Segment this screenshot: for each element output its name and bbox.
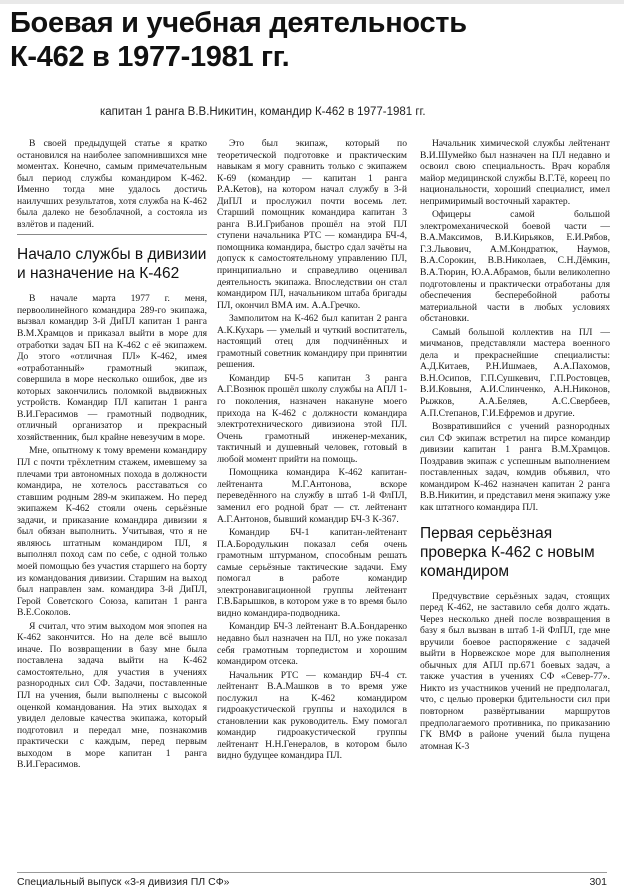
paragraph: Это был экипаж, который по теоретической подготовке и практическим навыкам я могу сравнить только с экипажем К-69 (командир — капитан 1 ранга Р.А.Кетов), на котором начал службу в 3-й ДиПЛ и прослужил почти восемь лет. Старший помощник командира капитан 3 ранга В.И.Грибанов прошёл на этой ПЛ ступени начальника РТС — командира БЧ-4, помощника командира, быстро сдал зачёты на допуск к самостоятельному управлению ПЛ, принципиально и справедливо оценивал деятельность экипажа. Впоследствии он стал командиром ПЛ, начальником штаба бригады ПЛ, окончил ВМА им. А.А.Гречко. <box>217 138 407 311</box>
paragraph: Замполитом на К-462 был капитан 2 ранга А.К.Кухарь — умелый и чуткий воспитатель, настоящий отец для подчинённых и грамотный советник командиру при принятии решения. <box>217 313 407 371</box>
column-1 <box>17 138 207 873</box>
paragraph: Начальник РТС — командир БЧ-4 ст. лейтенант В.А.Машков в то время уже послужил на К-462 командиром гидроакустической группы и находился в становлении как руководитель. Ему помогал командир гидроакустической группы лейтенант Н.Н.Генералов, в котором было видно будущее командира ПЛ. <box>217 669 407 762</box>
column-3 <box>420 138 610 873</box>
paragraph: Помощника командира К-462 капитан-лейтенанта М.Г.Антонова, вскоре переведённого на службу в штаб 1-й ФлПЛ, заменил его родной брат — ст. лейтенант А.Г.Антонов, бывший командир БЧ-3 К-367. <box>217 467 407 525</box>
paragraph: Самый большой коллектив на ПЛ — мичманов, представляли мастера военного дела и прекраснейшие специалисты: А.Д.Китаев, Р.Н.Ишмаев, А.А.Пахомов, В.Н.Осипов, Г.П.Сушкевич, Г.П.Ростовцев, В.И.Ковыня, А.И.Слинченко, А.Н.Никонов, Рыжков, А.А.Беляев, А.С.Свербеев, А.П.Степанов, Г.И.Ефремов и другие. <box>420 326 610 419</box>
section-heading: Начало службы в дивизии и назначение на К-462 <box>17 246 207 283</box>
paragraph: Я считал, что этим выходом моя эпопея на К-462 закончится. Но на деле всё вышло иначе. По возвращении в базу мне была поставлена задача выйти на К-462 самостоятельно, для участия в учениях разнородных сил СФ. Задачи, поставленные ПЛ на учения, были выполнены с высокой оценкой командования. На этих выходах я увидел деловые качества экипажа, который подготовил и передал мне, познакомив практически с каждым, перед первым выходом в море капитан 1 ранга В.И.Герасимов. <box>17 620 207 771</box>
section-heading: Первая серьёзная проверка К-462 с новым командиром <box>420 524 595 580</box>
intro-block <box>17 138 207 230</box>
paragraph: Возвратившийся с учений разнородных сил СФ экипаж встретил на пирсе командир дивизии капитан 1 ранга В.М.Храмцов. Поздравив экипаж с успешным выполнением поставленных задач, комдив объявил, что командиром К-462 назначен капитан 2 ранга В.В.Никитин, и представил меня экипажу уже как штатного командира ПЛ. <box>420 421 610 513</box>
paragraph: Командир БЧ-3 лейтенант В.А.Бондаренко недавно был назначен на ПЛ, но уже показал себя грамотным торпедистом и хорошим командиром отсека. <box>217 621 407 668</box>
paragraph: В своей предыдущей статье я кратко остановился на наиболее запомнившихся мне моментах. Конечно, самым примечательным был период службы командиром К-462. Именно тогда мне удалось достичь наилучших результатов, хотя служба на К-462 была далеко не безоблачной, а состояла из взлётов и падений. <box>17 138 207 230</box>
paragraph: В начале марта 1977 г. меня, первоолинейного командира 289-го экипажа, вызвал командир 3-й ДиПЛ капитан 1 ранга В.М.Храмцов и приказал выйти в море для отработки задач БП на К-462 с её экипажем. До этого «отличная ПЛ» К-462, имея «отработанный» грамотный экипаж, совершила в море несколько ошибок, две из которых закончились поломкой выдвижных устройств. Командир ПЛ капитан 1 ранга В.И.Герасимов — грамотный подводник, отличный организатор и прекрасный хозяйственник, был крайне невезучим в море. <box>17 293 207 443</box>
paragraph: Мне, опытному к тому времени командиру ПЛ с почти трёхлетним стажем, имевшему за плечами три автономных похода в должности командира, не хотелось расставаться со ставшим родным 289-м экипажем. Но перед экипажем К-462 стояли очень серьёзные задачи, и приказание командира дивизии я был обязан выполнить. Учитывая, что я не являюсь штатным командиром ПЛ, я выполнял поход сам по себе, с одной только моей помощью без участия старшего на борту из командования дивизии. Старшим на выход был направлен зам. командира 3-й ДиПЛ, Герой Советского Союза, капитан 1 ранга В.Е.Соколов. <box>17 445 207 619</box>
article-byline: капитан 1 ранга В.В.Никитин, командир К-462 в 1977-1981 гг. <box>100 106 426 118</box>
paragraph: Командир БЧ-5 капитан 3 ранга А.Г.Вознюк прошёл школу службы на АПЛ 1-го поколения, назначен накануне моего прихода на К-462 с должности командира электротехнического дивизиона этой ПЛ. Очень грамотный инженер-механик, тактичный и душевный человек, готовый в любой момент прийти на помощь. <box>217 372 407 465</box>
issue-label: Специальный выпуск «3-я дивизия ПЛ СФ» <box>17 876 230 888</box>
article-title <box>10 6 614 74</box>
column-2 <box>217 138 407 873</box>
page-footer <box>17 872 607 891</box>
paragraph: Предчувствие серьёзных задач, стоящих перед К-462, не заставило себя долго ждать. Через несколько дней после возвращения в базу я был вызван в штаб 1-й ФлПЛ, где мне вручили боевое распоряжение с задачей выйти в Норвежское море для выполнения обычных для АПЛ пр.671 боевых задач, а также участия в учениях СФ «Север-77». Никто из участников учений не предполагал, что, с целью проверки бдительности сил при повторном развёртывании маршрутов предполагаемого противника, по приказанию ГК ВМФ в районе учений была пущена атомная К-3 <box>420 590 610 752</box>
top-strip <box>0 0 624 4</box>
paragraph: Командир БЧ-1 капитан-лейтенант П.А.Бородулькин показал себя очень грамотным штурманом, способным решать самые серьёзные тактические задачи. Ему помогал в работе командир электронавигационной группы лейтенант Г.В.Барышков, в котором уже в то время было видно командира-подводника. <box>217 527 407 619</box>
page-number: 301 <box>589 876 607 888</box>
title-line-2: К-462 в 1977-1981 гг. <box>10 41 290 73</box>
divider <box>17 234 207 235</box>
paragraph: Начальник химической службы лейтенант В.И.Шумейко был назначен на ПЛ недавно и освоил свою специальность. Врач корабля майор медицинской службы В.Г.Тё, кореец по национальности, хороший специалист, имел непримиримый восточный характер. <box>420 138 610 207</box>
title-line-1: Боевая и учебная деятельность <box>10 7 467 39</box>
paragraph: Офицеры самой большой электромеханической боевой части — В.А.Максимов, В.И.Кирьяков, Е.И.Рябов, Г.З.Львович, А.М.Кондратюк, Наумов, В.А.Сорокин, В.В.Николаев, С.Н.Дёмкин, В.А.Тюрин, Ю.А.Абрамов, были великолепно подготовлены и практически отработаны для обеспечения бесперебойной работы материальной части в любых условиях обстановки. <box>420 209 610 325</box>
